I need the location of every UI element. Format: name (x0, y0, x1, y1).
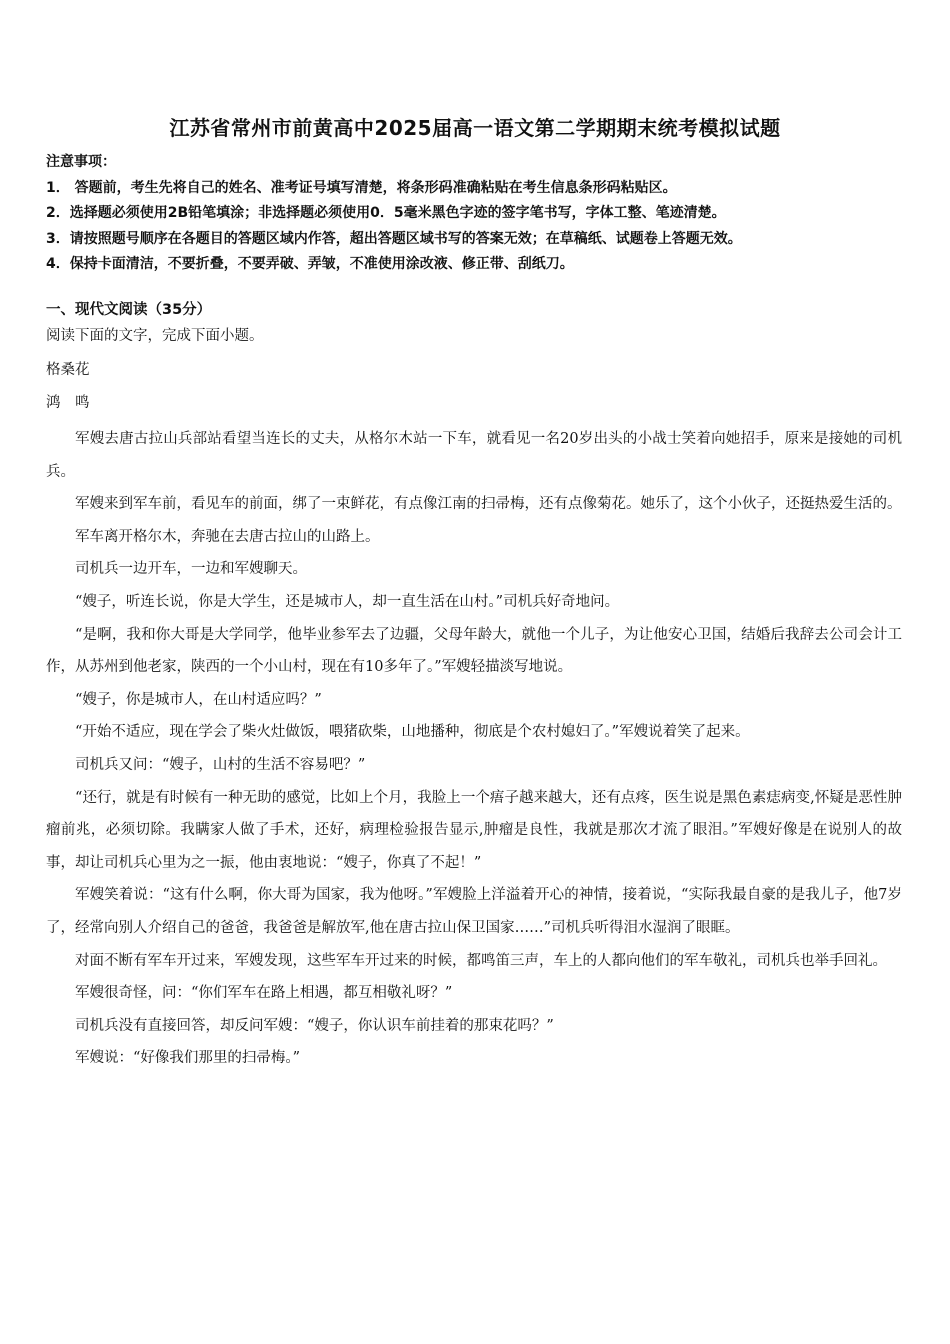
section-heading: 一、现代文阅读（35分） (46, 302, 212, 318)
story-paragraph: 军嫂说：“好像我们那里的扫帚梅。” (75, 1050, 301, 1067)
story-title: 格桑花 (46, 362, 90, 378)
story-paragraph: 军嫂很奇怪，问：“你们军车在路上相遇，都互相敬礼呀？” (75, 985, 453, 1002)
exam-title: 江苏省常州市前黄高中2025届高一语文第二学期期末统考模拟试题 (169, 116, 781, 140)
story-paragraph: 军嫂来到军车前，看见车的前面，绑了一束鲜花，有点像江南的扫帚梅，还有点像菊花。她乐了，这个小伙子，还挺热爱生活的。 (75, 496, 902, 513)
story-paragraph: “开始不适应，现在学会了柴火灶做饭，喂猪砍柴，山地播种，彻底是个农村媳妇了。”军嫂说着笑了起来。 (75, 724, 750, 741)
story-paragraph: “还行，就是有时候有一种无助的感觉，比如上个月，我脸上一个痦子越来越大，还有点疼，医生说是黑色素痣病变,怀疑是恶性肿瘤前兆，必须切除。我瞒家人做了手术，还好，病理检验报告显示,肿瘤是良性，我就是那次才流了眼泪。”军嫂好像是在说别人的故事，却让司机兵心里为之一振，他由衷地说：“嫂子，你真了不起！” (46, 789, 902, 871)
story-paragraph: 司机兵一边开车，一边和军嫂聊天。 (75, 561, 307, 578)
notice-heading: 注意事项： (46, 154, 116, 170)
story-paragraph: “嫂子，你是城市人，在山村适应吗？” (75, 691, 322, 708)
story-paragraph: “是啊，我和你大哥是大学同学，他毕业参军去了边疆，父母年龄大，就他一个儿子，为让他安心卫国，结婚后我辞去公司会计工作，从苏州到他老家，陕西的一个小山村，现在有10多年了。”军嫂轻描淡写地说。 (46, 626, 902, 676)
reading-instruction: 阅读下面的文字，完成下面小题。 (46, 328, 264, 344)
notice-item: 1． 答题前，考生先将自己的姓名、准考证号填写清楚，将条形码准确粘贴在考生信息条形码粘贴区。 (46, 179, 677, 196)
story-paragraph: 军嫂笑着说：“这有什么啊，你大哥为国家，我为他呀。”军嫂脸上洋溢着开心的神情，接着说，“实际我最自豪的是我儿子，他7岁了，经常向别人介绍自己的爸爸，我爸爸是解放军,他在唐古拉山保卫国家……”司机兵听得泪水湿润了眼眶。 (46, 887, 902, 936)
story-paragraph: 对面不断有军车开过来，军嫂发现，这些军车开过来的时候，都鸣笛三声，车上的人都向他们的军车敬礼，司机兵也举手回礼。 (75, 952, 887, 969)
story-paragraph: 司机兵没有直接回答，却反问军嫂：“嫂子，你认识车前挂着的那束花吗？” (75, 1017, 554, 1034)
notice-item: 2．选择题必须使用2B铅笔填涂；非选择题必须使用0．5毫米黑色字迹的签字笔书写，字体工整、笔迹清楚。 (46, 205, 726, 221)
story-paragraph: 军嫂去唐古拉山兵部站看望当连长的丈夫，从格尔木站一下车，就看见一名20岁出头的小战士笑着向她招手，原来是接她的司机兵。 (46, 431, 902, 480)
story-paragraph: “嫂子，听连长说，你是大学生，还是城市人，却一直生活在山村。”司机兵好奇地问。 (75, 593, 620, 610)
notice-item: 4．保持卡面清洁，不要折叠，不要弄破、弄皱，不准使用涂改液、修正带、刮纸刀。 (46, 256, 574, 272)
notice-item: 3．请按照题号顺序在各题目的答题区域内作答，超出答题区域书写的答案无效；在草稿纸、试题卷上答题无效。 (46, 230, 742, 247)
story-paragraph: 军车离开格尔木，奔驰在去唐古拉山的山路上。 (75, 528, 380, 545)
story-author: 鸿 鸣 (46, 395, 90, 411)
story-paragraph: 司机兵又问：“嫂子，山村的生活不容易吧？” (75, 756, 366, 773)
story-body (46, 423, 902, 1075)
notice-block (46, 150, 906, 278)
